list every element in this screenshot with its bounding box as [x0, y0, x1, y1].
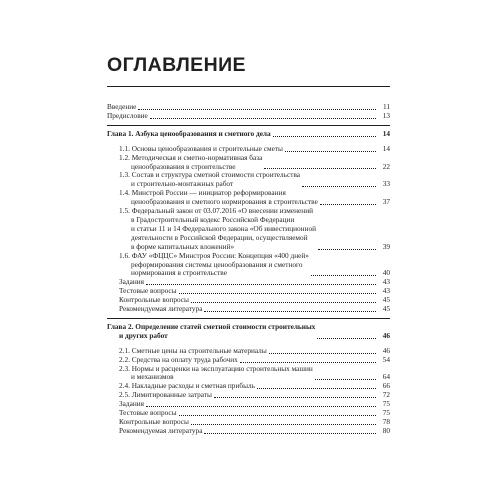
toc-entry-title-line: Тестовые вопросы [119, 286, 177, 296]
dot-leader [285, 151, 376, 152]
toc-page-number: 33 [382, 179, 390, 189]
toc-entry-title-line: 2.1. Сметные цены на строительные материалы [119, 345, 267, 355]
table-of-contents [107, 103, 390, 436]
page-title: ОГЛАВЛЕНИЕ [107, 54, 246, 76]
toc-entry[interactable] [107, 189, 390, 207]
dot-leader [138, 109, 376, 110]
toc-page-number: 66 [382, 381, 390, 391]
toc-entry-title-line: в форме капитальных вложений» [131, 241, 235, 251]
toc-page-number: 43 [382, 277, 390, 287]
dot-leader [264, 168, 376, 169]
toc-page-number: 64 [382, 372, 390, 382]
toc-entry[interactable] [107, 252, 390, 279]
dot-leader [257, 388, 376, 389]
toc-entry[interactable] [107, 207, 390, 252]
toc-page-number: 11 [382, 102, 390, 111]
toc-entry-title-line: 1.6. ФАУ «ФЦЦС» Минстроя России: Концепция «400 дней» [119, 250, 309, 260]
toc-entry-title-line: 2.2. Средства на оплату труда рабочих [119, 354, 238, 364]
toc-entry-title-line: 2.5. Лимитированные затраты [119, 390, 212, 400]
toc-entry-title [107, 252, 309, 279]
toc-page-number: 54 [382, 354, 390, 364]
toc-entry-title [107, 427, 202, 436]
toc-entry-title-line: 2.4. Накладные расходы и сметная прибыль [119, 381, 255, 391]
dot-leader [204, 311, 376, 312]
toc-entry-title-line: 2.3. Нормы и расценки на эксплуатацию строительных машин [119, 363, 313, 373]
dot-leader [191, 302, 376, 303]
toc-entry[interactable] [107, 103, 390, 112]
toc-entry[interactable] [107, 323, 390, 341]
dot-leader [240, 362, 376, 363]
toc-entry-title-line: Глава 2. Определение статей сметной стоимости строительных [107, 321, 316, 331]
toc-entry-title [107, 112, 148, 121]
toc-entry[interactable] [107, 391, 390, 400]
toc-entry-title-line: ценообразования и сметного нормирования в строительстве [131, 197, 318, 207]
dot-leader [317, 338, 376, 339]
toc-page-number: 39 [382, 241, 390, 251]
dot-leader [302, 186, 376, 187]
toc-entry-title-line: Рекомендуемая литература [119, 425, 203, 435]
toc-entry-title-line: Задания [119, 399, 145, 409]
toc-page-number: 46 [382, 330, 390, 340]
toc-page-number: 75 [382, 408, 390, 418]
toc-entry-title-line: ценообразования в строительстве [131, 161, 236, 171]
dot-leader [179, 293, 376, 294]
toc-entry-title-line: 1.4. Минстрой России — инициатор реформирования [119, 188, 286, 198]
toc-entry-title [107, 171, 300, 189]
toc-entry-title-line: и других работ [119, 330, 168, 340]
toc-page-number: 75 [382, 399, 390, 409]
toc-page-number: 13 [382, 110, 390, 120]
toc-page-number: 14 [382, 143, 390, 153]
toc-page-number: 72 [382, 390, 390, 400]
dot-leader [318, 249, 376, 250]
toc-entry-title-line: Задания [119, 277, 145, 287]
toc-page-number: 43 [382, 286, 390, 296]
dot-leader [146, 284, 376, 285]
toc-entry-title-line: Контрольные вопросы [119, 417, 189, 426]
toc-entry[interactable] [107, 365, 390, 383]
toc-entry-title-line: и механизмов [131, 372, 174, 382]
dot-leader [179, 415, 376, 416]
toc-entry-title-line: Рекомендуемая литература [119, 304, 203, 314]
toc-entry-title-line: 1.2. Методическая и сметно-нормативная база [119, 152, 263, 162]
toc-entry[interactable] [107, 427, 390, 436]
toc-entry-title-line: Тестовые вопросы [119, 408, 177, 418]
toc-entry-title [107, 305, 202, 314]
toc-entry-title-line: Глава 1. Азбука ценообразования и сметного дела [107, 128, 271, 138]
toc-entry-title-line: 1.1. Основы ценообразования и строительные сметы [119, 143, 283, 153]
toc-entry-title [107, 365, 313, 383]
title-rule [107, 86, 390, 87]
dot-leader [150, 118, 376, 119]
toc-page-number: 46 [382, 345, 390, 355]
toc-entry-title [107, 207, 316, 252]
dot-leader [214, 397, 376, 398]
toc-entry-title-line: Введение [107, 102, 137, 111]
toc-entry-title [107, 130, 271, 139]
dot-leader [191, 424, 376, 425]
toc-page-number: 80 [382, 425, 390, 435]
dot-leader [273, 136, 376, 137]
toc-entry[interactable] [107, 305, 390, 314]
toc-page-number: 78 [382, 417, 390, 426]
chapter-separator [107, 318, 390, 319]
toc-entry-title-line: Контрольные вопросы [119, 295, 189, 305]
toc-entry-title-line: реформирования системы ценообразования и сметного [131, 259, 303, 269]
toc-entry[interactable] [107, 130, 390, 139]
toc-page-number: 37 [382, 197, 390, 207]
toc-entry-title [107, 323, 315, 341]
toc-entry-title-line: в Градостроительный кодекс Российской Федерации [131, 214, 295, 224]
toc-entry-title-line: Предисловие [107, 110, 148, 120]
dot-leader [311, 275, 376, 276]
toc-page-number: 45 [382, 295, 390, 305]
dot-leader [204, 433, 376, 434]
toc-entry-title-line: 1.3. Состав и структура сметной стоимости строительства [119, 170, 301, 180]
toc-entry-title-line: и статьи 11 и 14 Федерального закона «Об инвестиционной [131, 223, 317, 233]
toc-entry-title-line: деятельности в Российской Федерации, осуществляемой [131, 232, 308, 242]
toc-entry-title [107, 154, 262, 172]
dot-leader [315, 379, 376, 380]
dot-leader [146, 406, 376, 407]
toc-entry[interactable] [107, 112, 390, 121]
toc-page-number: 40 [382, 268, 390, 278]
toc-entry-title-line: 1.5. Федеральный закон от 03.07.2016 «О внесении изменений [119, 206, 314, 216]
chapter-separator [107, 125, 390, 126]
toc-page-number: 22 [382, 161, 390, 171]
toc-page-number: 45 [382, 304, 390, 314]
dot-leader [269, 353, 376, 354]
dot-leader [320, 204, 376, 205]
toc-entry-title [107, 189, 318, 207]
toc-entry[interactable] [107, 171, 390, 189]
toc-entry-title-line: и строительно-монтажных работ [131, 179, 234, 189]
toc-entry[interactable] [107, 154, 390, 172]
toc-entry-title-line: нормирования в строительстве [131, 268, 227, 278]
toc-page-number: 14 [382, 128, 390, 138]
